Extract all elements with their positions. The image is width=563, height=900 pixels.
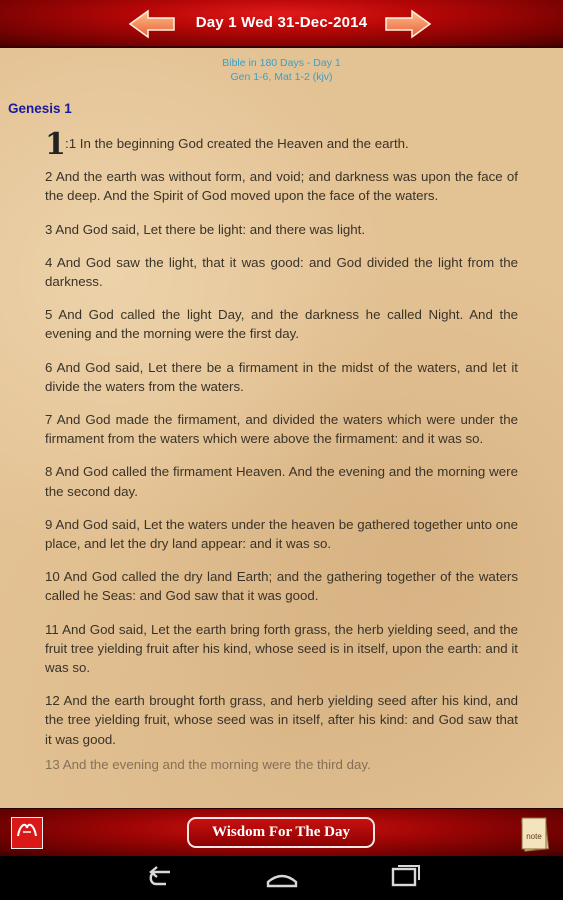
wisdom-for-the-day-button[interactable]: Wisdom For The Day [187, 817, 375, 848]
verse-list [45, 127, 518, 788]
verse-text: :1 In the beginning God created the Heaven and the earth. [65, 136, 409, 151]
logo-mark-icon [12, 818, 42, 840]
verse-2: 2 And the earth was without form, and void; and darkness was upon the face of the deep. And the Spirit of God moved upon the face of the waters. [45, 169, 518, 204]
note-icon[interactable] [518, 815, 552, 853]
verse-12: 12 And the earth brought forth grass, and herb yielding seed after his kind, and the tree yielding fruit, whose seed was in itself, after his kind: and God saw that it was good. [45, 693, 518, 747]
plan-passages: Gen 1-6, Mat 1-2 (kjv) [230, 71, 333, 83]
verse-5: 5 And God called the light Day, and the darkness he called Night. And the evening and the morning were the first day. [45, 307, 518, 342]
date-title: Day 1 Wed 31-Dec-2014 [195, 14, 368, 31]
app-logo-icon[interactable] [11, 817, 43, 849]
verse-3: 3 And God said, Let there be light: and there was light. [45, 221, 366, 237]
system-navigation-bar [0, 856, 563, 900]
bottom-bar [0, 808, 563, 857]
verse-8: 8 And God called the firmament Heaven. And the evening and the morning were the second day. [45, 464, 518, 499]
arrow-right-icon[interactable] [384, 8, 432, 40]
note-label: note [526, 832, 542, 841]
verse-9: 9 And God said, Let the waters under the heaven be gathered together unto one place, and let the dry land appear: and it was so. [45, 516, 518, 552]
back-icon[interactable] [140, 864, 180, 892]
reading-pane[interactable] [0, 48, 563, 808]
book-heading: Genesis 1 [8, 101, 72, 116]
top-header [0, 0, 563, 48]
reading-plan [0, 56, 563, 84]
chapter-number: 1 [45, 127, 66, 162]
verse-13: 13 And the evening and the morning were the third day. [45, 756, 371, 772]
verse-10: 10 And God called the dry land Earth; and the gathering together of the waters called he Seas: and God saw that it was good. [45, 569, 518, 604]
verse-4: 4 And God saw the light, that it was good: and God divided the light from the darkness. [45, 254, 518, 290]
recents-icon[interactable] [384, 864, 424, 892]
plan-title: Bible in 180 Days - Day 1 [222, 57, 341, 69]
home-icon[interactable] [262, 864, 302, 892]
verse-11: 11 And God said, Let the earth bring forth grass, the herb yielding seed, and the fruit tree yielding fruit after his kind, whose seed is in itself, upon the earth: and it was so. [45, 621, 518, 676]
verse-6: 6 And God said, Let there be a firmament in the midst of the waters, and let it divide the waters from the waters. [45, 359, 518, 394]
verse-1 [45, 127, 518, 162]
verse-7: 7 And God made the firmament, and divided the waters which were under the firmament from the waters which were above the firmament: and it was so. [45, 412, 518, 447]
